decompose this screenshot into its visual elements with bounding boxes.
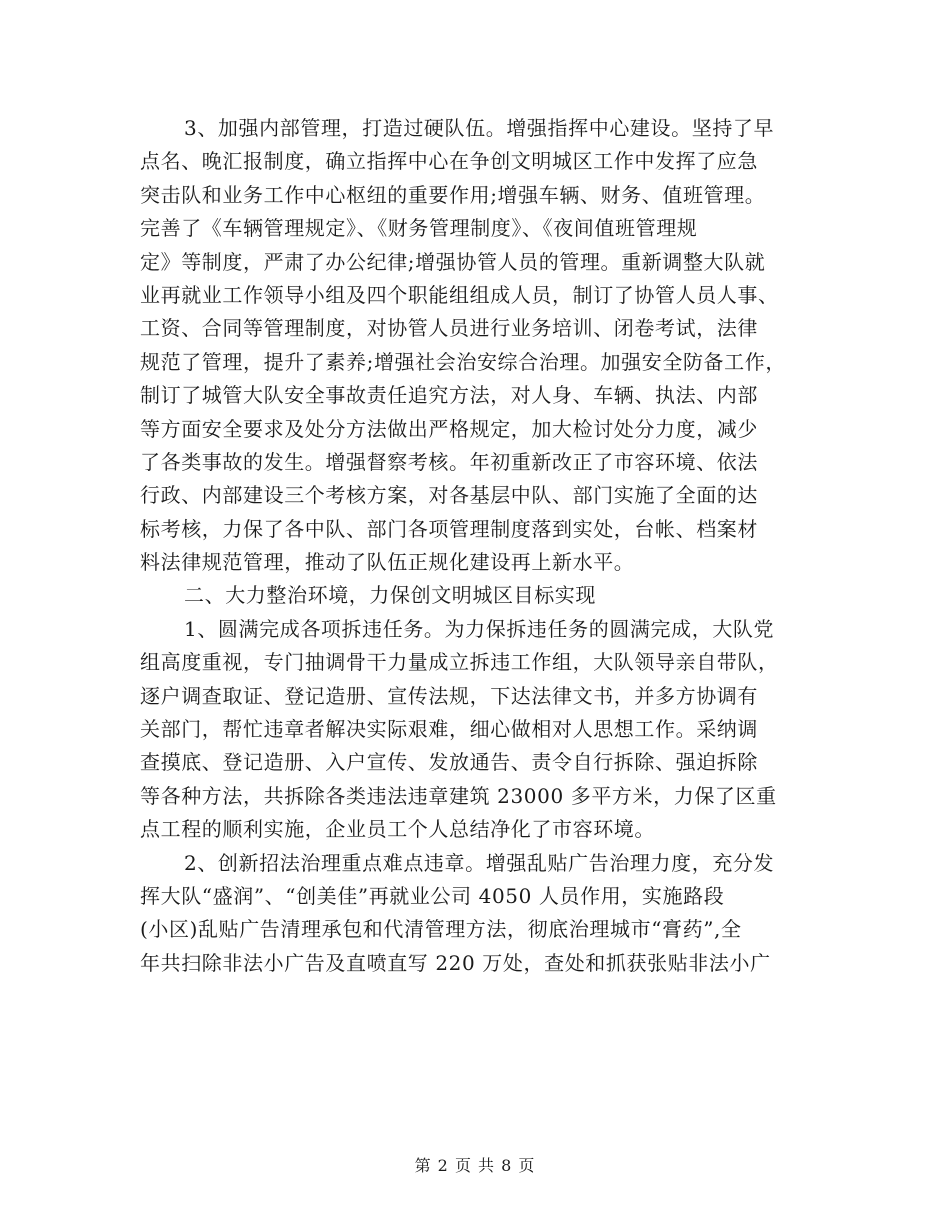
text-line: 突击队和业务工作中心枢纽的重要作用;增强车辆、财务、值班管理。: [140, 182, 766, 207]
text-line: 了各类事故的发生。增强督察考核。年初重新改正了市容环境、依法: [140, 449, 758, 474]
text-line: 行政、内部建设三个考核方案，对各基层中队、部门实施了全面的达: [140, 483, 758, 508]
text-line: 组高度重视，专门抽调骨干力量成立拆违工作组，大队领导亲自带队，: [140, 650, 779, 675]
text-line: 3、加强内部管理，打造过硬队伍。增强指挥中心建设。坚持了早: [184, 116, 775, 140]
page-number-footer: 第 2 页 共 8 页: [414, 1156, 536, 1175]
text-line: 点名、晚汇报制度，确立指挥中心在争创文明城区工作中发挥了应急: [140, 149, 758, 174]
text-line: 1、圆满完成各项拆违任务。为力保拆违任务的圆满完成，大队党: [184, 616, 775, 641]
text-line: 料法律规范管理，推动了队伍正规化建设再上新水平。: [140, 550, 635, 575]
text-line: 2、创新招法治理重点难点违章。增强乱贴广告治理力度，充分发: [184, 850, 775, 875]
text-line: 工资、合同等管理制度，对协管人员进行业务培训、闭卷考试，法律: [140, 316, 758, 341]
document-body: [140, 112, 812, 980]
text-line: 规范了管理，提升了素养;增强社会治安综合治理。加强安全防备工作，: [140, 349, 786, 374]
text-line: 查摸底、登记造册、入户宣传、发放通告、责令自行拆除、强迫拆除: [140, 750, 758, 775]
text-line: 定》等制度，严肃了办公纪律;增强协管人员的管理。重新调整大队就: [140, 249, 766, 274]
text-line: 业再就业工作领导小组及四个职能组组成人员，制订了协管人员人事、: [140, 282, 779, 307]
text-line: 点工程的顺利实施，企业员工个人总结净化了市容环境。: [140, 817, 655, 842]
text-line: 等方面安全要求及处分方法做出严格规定，加大检讨处分力度，减少: [140, 416, 758, 441]
text-line: 标考核，力保了各中队、部门各项管理制度落到实处，台帐、档案材: [140, 516, 758, 541]
section-heading: 二、大力整治环境，力保创文明城区目标实现: [184, 583, 596, 608]
text-line: 等各种方法，共拆除各类违法违章建筑 23000 多平方米，力保了区重: [140, 783, 777, 808]
text-line: 关部门，帮忙违章者解决实际艰难，细心做相对人思想工作。采纳调: [140, 717, 758, 742]
text-line: 制订了城管大队安全事故责任追究方法，对人身、车辆、执法、内部: [140, 383, 758, 408]
text-line: (小区)乱贴广告清理承包和代清管理方法，彻底治理城市“膏药”,全: [140, 917, 742, 942]
text-line: 完善了《车辆管理规定》、《财务管理制度》、《夜间值班管理规: [140, 216, 698, 241]
text-line: 挥大队“盛润”、“创美佳”再就业公司 4050 人员作用，实施路段: [140, 883, 725, 908]
text-line: 逐户调查取证、登记造册、宣传法规，下达法律文书，并多方协调有: [140, 683, 758, 708]
text-line: 年共扫除非法小广告及直喷直写 220 万处，查处和抓获张贴非法小广: [140, 950, 771, 975]
